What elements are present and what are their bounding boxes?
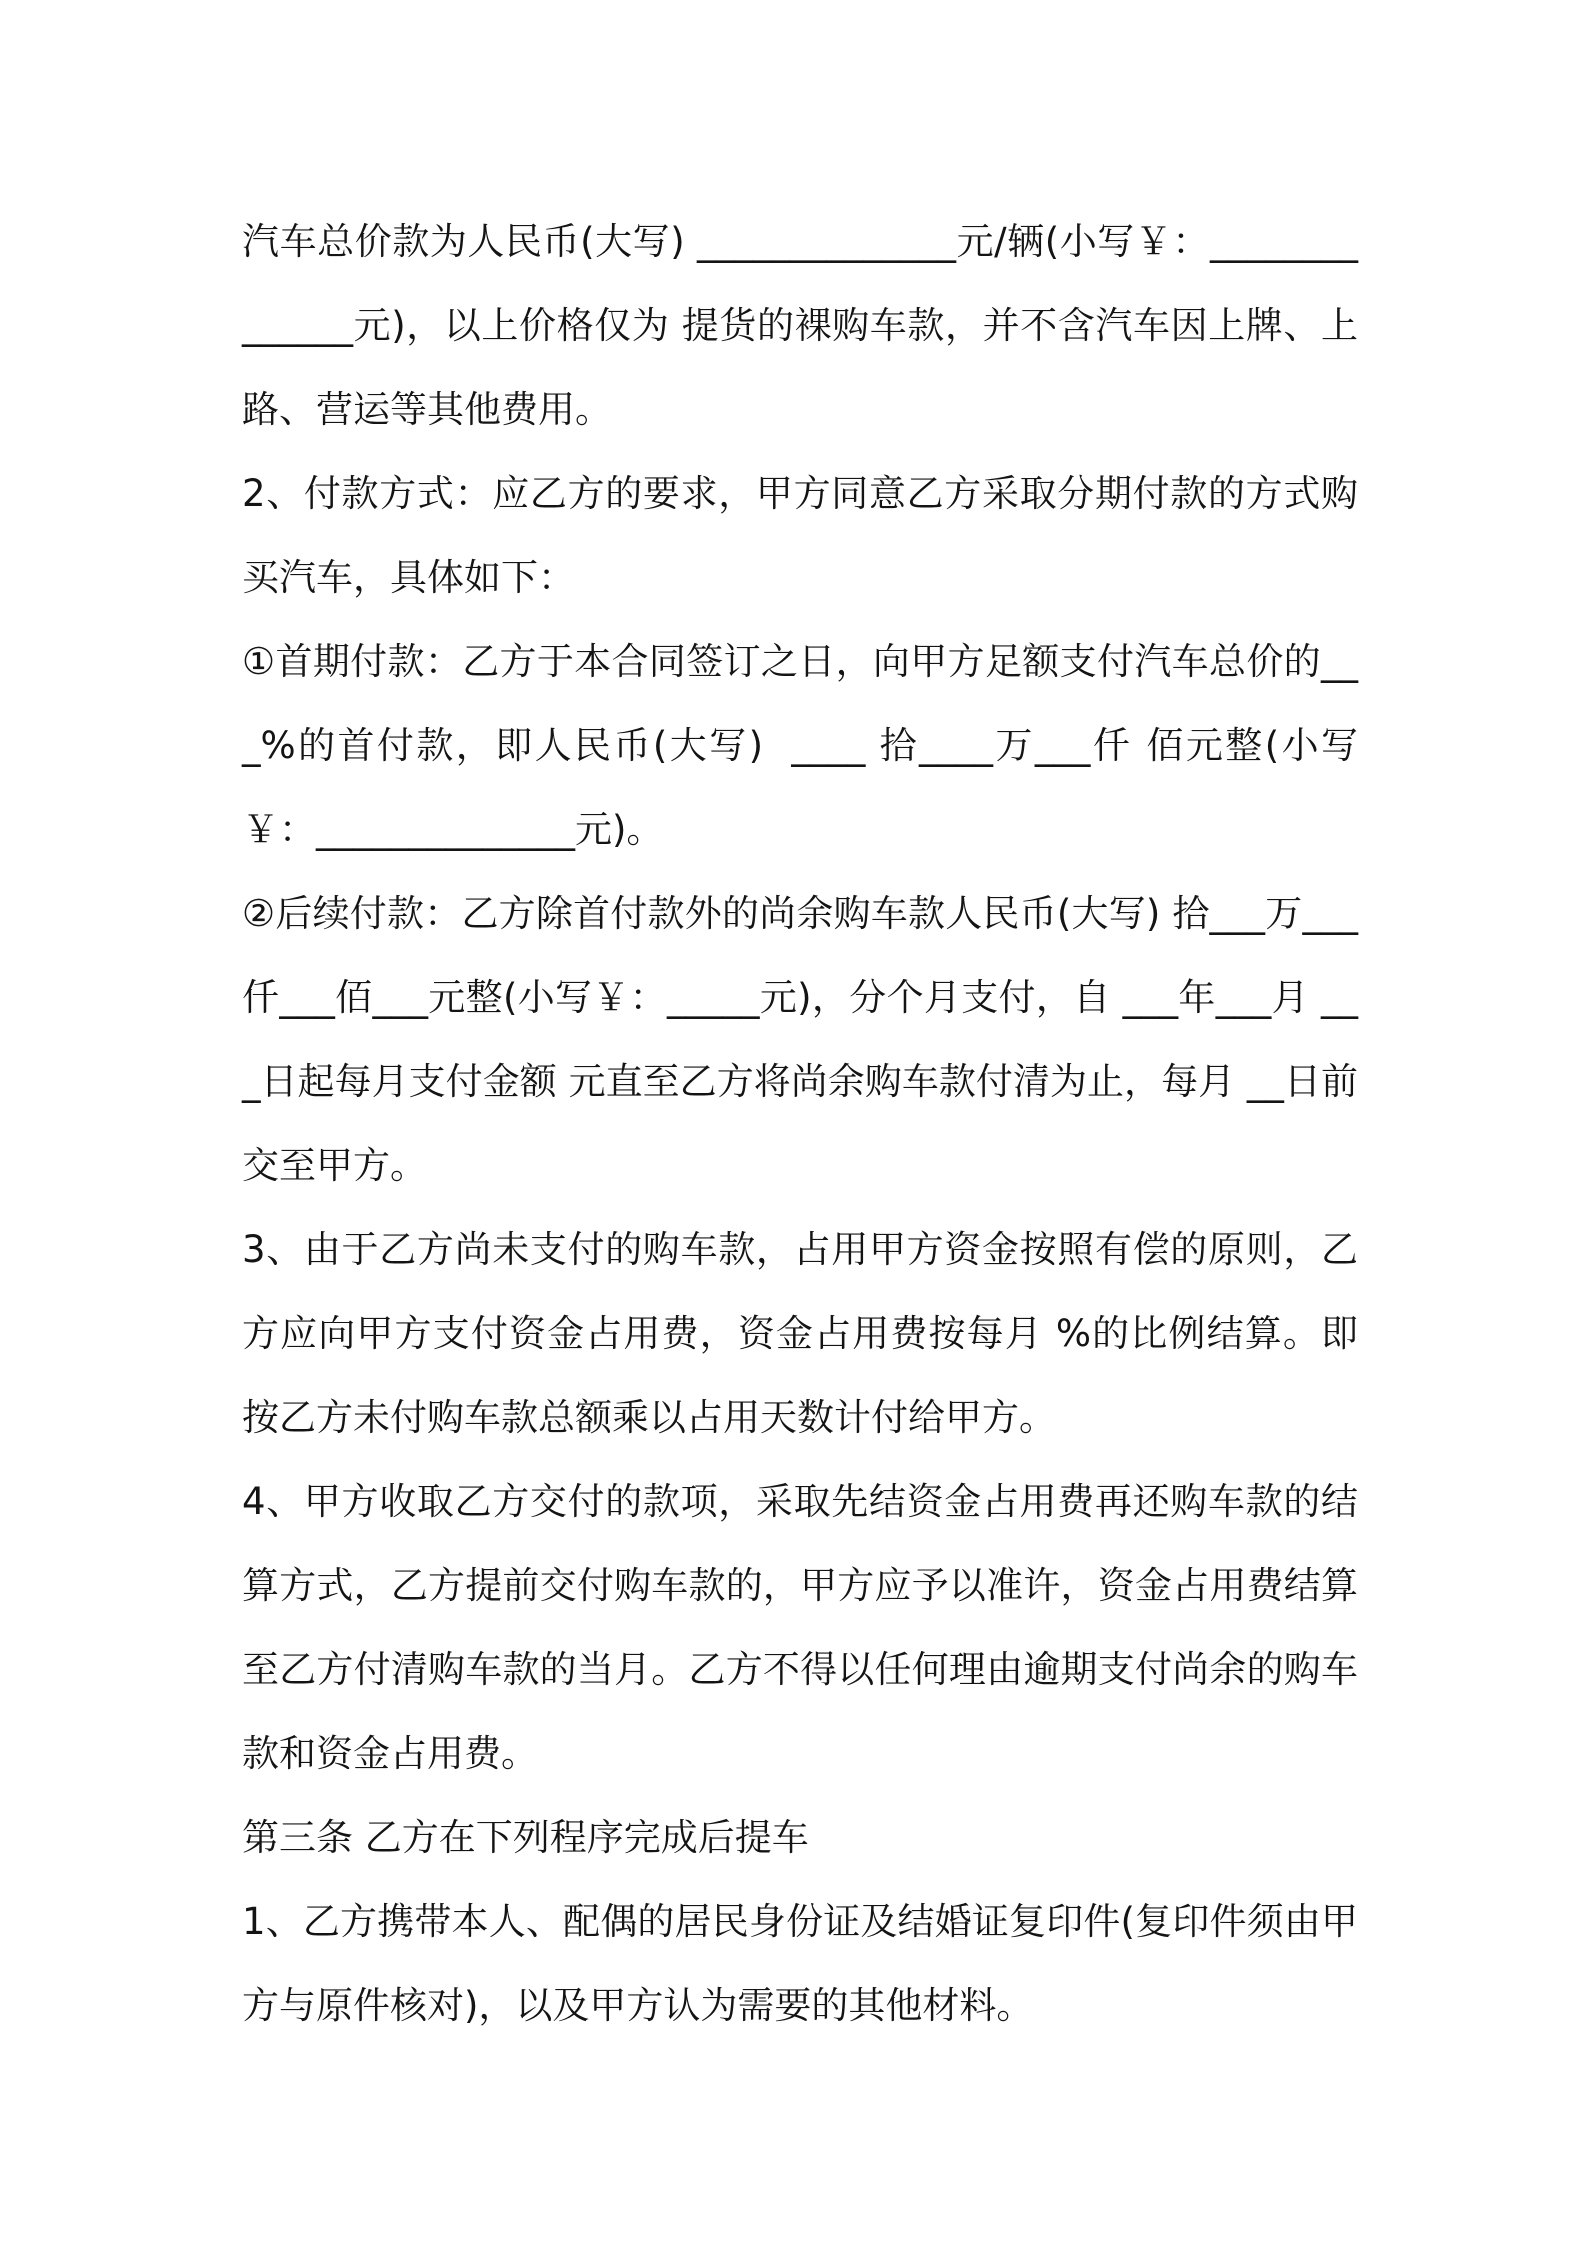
paragraph-down-payment: ①首期付款：乙方于本合同签订之日，向甲方足额支付汽车总价的___%的首付款，即人民币(大写) ____ 拾____万___仟 佰元整(小写￥：______________元)。 bbox=[242, 640, 1358, 851]
document-body bbox=[242, 200, 1358, 2048]
paragraph-installments: ②后续付款：乙方除首付款外的尚余购车款人民币(大写) 拾___万___仟___佰___元整(小写￥：_____元)，分个月支付，自 ___年___月 ___日起每月支付金额 元直至乙方将尚余购车款付清为止，每月 __日前交至甲方。 bbox=[242, 892, 1358, 1187]
paragraph-settlement: 4、甲方收取乙方交付的款项，采取先结资金占用费再还购车款的结算方式，乙方提前交付购车款的，甲方应予以准许，资金占用费结算至乙方付清购车款的当月。乙方不得以任何理由逾期支付尚余的购车款和资金占用费。 bbox=[242, 1480, 1358, 1775]
paragraph-pickup-documents: 1、乙方携带本人、配偶的居民身份证及结婚证复印件(复印件须由甲方与原件核对)，以及甲方认为需要的其他材料。 bbox=[242, 1900, 1358, 2027]
paragraph-payment-method: 2、付款方式：应乙方的要求，甲方同意乙方采取分期付款的方式购买汽车，具体如下： bbox=[242, 472, 1358, 599]
paragraph-capital-fee: 3、由于乙方尚未支付的购车款，占用甲方资金按照有偿的原则，乙方应向甲方支付资金占用费，资金占用费按每月 %的比例结算。即按乙方未付购车款总额乘以占用天数计付给甲方。 bbox=[242, 1228, 1358, 1439]
section-heading-article-3: 第三条 乙方在下列程序完成后提车 bbox=[242, 1816, 809, 1859]
paragraph-total-price: 汽车总价款为人民币(大写) ______________元/辆(小写￥：______________元)，以上价格仅为 提货的裸购车款，并不含汽车因上牌、上路、营运等其他费用。 bbox=[242, 220, 1358, 431]
